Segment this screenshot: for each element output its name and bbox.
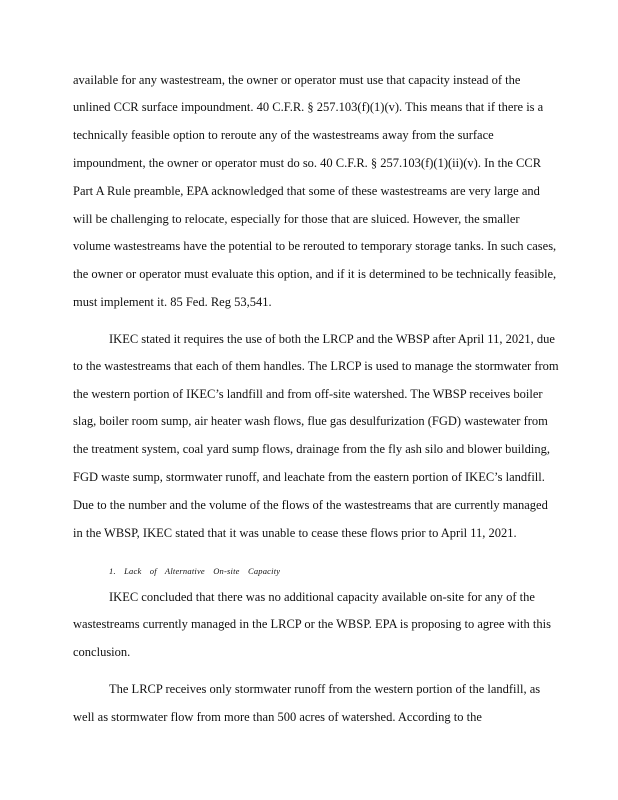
section-heading: 1. Lack of Alternative On-site Capacity: [109, 566, 281, 576]
text-line: IKEC stated it requires the use of both the LRCP and the WBSP after April 11, 2021, due: [109, 332, 555, 346]
text-line: the western portion of IKEC’s landfill and from off-site watershed. The WBSP receives boiler: [73, 387, 543, 401]
text-line: will be challenging to relocate, especially for those that are sluiced. However, the smaller: [73, 212, 520, 226]
text-line: volume wastestreams have the potential to be rerouted to temporary storage tanks. In such cases,: [73, 239, 557, 253]
text-line: Due to the number and the volume of the flows of the wastestreams that are currently managed: [73, 498, 548, 512]
text-line: unlined CCR surface impoundment. 40 C.F.R. § 257.103(f)(1)(v). This means that if there is a: [73, 100, 544, 114]
text-line: must implement it. 85 Fed. Reg 53,541.: [73, 295, 272, 309]
text-line: Part A Rule preamble, EPA acknowledged that some of these wastestreams are very large and: [73, 184, 540, 198]
text-line: available for any wastestream, the owner or operator must use that capacity instead of the: [73, 73, 521, 87]
text-line: impoundment, the owner or operator must do so. 40 C.F.R. § 257.103(f)(1)(ii)(v). In the CCR: [73, 156, 542, 170]
text-line: The LRCP receives only stormwater runoff from the western portion of the landfill, as: [109, 682, 541, 696]
text-line: in the WBSP, IKEC stated that it was unable to cease these flows prior to April 11, 2021.: [73, 526, 517, 540]
text-line: to the wastestreams that each of them handles. The LRCP is used to manage the stormwater from: [73, 359, 559, 373]
text-line: the treatment system, coal yard sump flows, drainage from the fly ash silo and blower building,: [73, 442, 550, 456]
text-line: FGD waste sump, stormwater runoff, and leachate from the eastern portion of IKEC’s landfill.: [73, 470, 545, 484]
text-line: technically feasible option to reroute any of the wastestreams away from the surface: [73, 128, 494, 142]
text-line: well as stormwater flow from more than 500 acres of watershed. According to the: [73, 710, 482, 724]
text-line: slag, boiler room sump, air heater wash flows, flue gas desulfurization (FGD) wastewater from: [73, 414, 548, 428]
text-line: conclusion.: [73, 645, 131, 659]
text-line: wastestreams currently managed in the LRCP or the WBSP. EPA is proposing to agree with this: [73, 617, 551, 631]
text-line: the owner or operator must evaluate this option, and if it is determined to be technically feasible,: [73, 267, 557, 281]
text-line: IKEC concluded that there was no additional capacity available on-site for any of the: [109, 590, 535, 604]
